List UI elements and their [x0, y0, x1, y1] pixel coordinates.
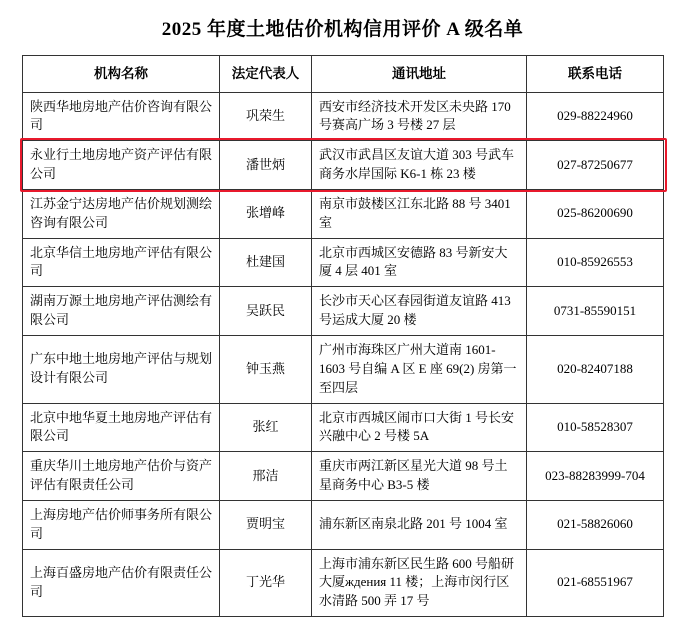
credit-rating-table — [22, 55, 664, 617]
cell-address: 南京市鼓楼区江东北路 88 号 3401 室 — [312, 189, 527, 238]
cell-institution-name: 江苏金宁达房地产估价规划测绘咨询有限公司 — [23, 189, 220, 238]
document-page — [0, 14, 685, 609]
cell-legal-representative: 丁光华 — [220, 549, 312, 617]
cell-address: 西安市经济技术开发区未央路 170 号赛高广场 3 号楼 27 层 — [312, 92, 527, 141]
table-header-row — [23, 56, 664, 93]
cell-legal-representative: 吴跃民 — [220, 287, 312, 336]
cell-legal-representative: 张红 — [220, 403, 312, 452]
table-row — [23, 500, 664, 549]
cell-phone: 021-68551967 — [527, 549, 664, 617]
cell-institution-name: 北京华信土地房地产评估有限公司 — [23, 238, 220, 287]
cell-legal-representative: 邢洁 — [220, 452, 312, 501]
table-row — [23, 189, 664, 238]
cell-address: 浦东新区南泉北路 201 号 1004 室 — [312, 500, 527, 549]
cell-address: 北京市西城区安德路 83 号新安大厦 4 层 401 室 — [312, 238, 527, 287]
table-row — [23, 287, 664, 336]
cell-address: 上海市浦东新区民生路 600 号船研大厦ждения 11 楼；上海市闵行区水清路 500 弄 17 号 — [312, 549, 527, 617]
cell-phone: 0731-85590151 — [527, 287, 664, 336]
cell-address: 武汉市武昌区友谊大道 303 号武车商务水岸国际 K6-1 栋 23 楼 — [312, 141, 527, 190]
cell-phone: 029-88224960 — [527, 92, 664, 141]
cell-phone: 010-58528307 — [527, 403, 664, 452]
cell-legal-representative: 巩荣生 — [220, 92, 312, 141]
column-header-name: 机构名称 — [23, 56, 220, 93]
cell-legal-representative: 杜建国 — [220, 238, 312, 287]
table-row — [23, 141, 664, 190]
table-row — [23, 92, 664, 141]
cell-legal-representative: 潘世炳 — [220, 141, 312, 190]
table-row — [23, 403, 664, 452]
cell-phone: 023-88283999-704 — [527, 452, 664, 501]
cell-legal-representative: 张增峰 — [220, 189, 312, 238]
table-row — [23, 549, 664, 617]
page-title: 2025 年度土地估价机构信用评价 A 级名单 — [161, 19, 524, 40]
cell-phone: 025-86200690 — [527, 189, 664, 238]
cell-institution-name: 永业行土地房地产资产评估有限公司 — [23, 141, 220, 190]
cell-legal-representative: 钟玉燕 — [220, 336, 312, 404]
table-body — [23, 92, 664, 617]
column-header-phone: 联系电话 — [527, 56, 664, 93]
cell-institution-name: 广东中地土地房地产评估与规划设计有限公司 — [23, 336, 220, 404]
cell-address: 长沙市天心区春园街道友谊路 413 号运成大厦 20 楼 — [312, 287, 527, 336]
cell-address: 北京市西城区闹市口大街 1 号长安兴融中心 2 号楼 5A — [312, 403, 527, 452]
table-row — [23, 336, 664, 404]
cell-phone: 027-87250677 — [527, 141, 664, 190]
cell-institution-name: 上海百盛房地产估价有限责任公司 — [23, 549, 220, 617]
table-header — [23, 56, 664, 93]
cell-institution-name: 上海房地产估价师事务所有限公司 — [23, 500, 220, 549]
table-row — [23, 452, 664, 501]
table-row — [23, 238, 664, 287]
column-header-representative: 法定代表人 — [220, 56, 312, 93]
cell-institution-name: 陕西华地房地产估价咨询有限公司 — [23, 92, 220, 141]
cell-phone: 021-58826060 — [527, 500, 664, 549]
cell-phone: 010-85926553 — [527, 238, 664, 287]
cell-phone: 020-82407188 — [527, 336, 664, 404]
cell-institution-name: 湖南万源土地房地产评估测绘有限公司 — [23, 287, 220, 336]
cell-institution-name: 重庆华川土地房地产估价与资产评估有限责任公司 — [23, 452, 220, 501]
cell-legal-representative: 贾明宝 — [220, 500, 312, 549]
cell-institution-name: 北京中地华夏土地房地产评估有限公司 — [23, 403, 220, 452]
cell-address: 广州市海珠区广州大道南 1601-1603 号自编 A 区 E 座 69(2) 房第一至四层 — [312, 336, 527, 404]
cell-address: 重庆市两江新区星光大道 98 号土星商务中心 B3-5 楼 — [312, 452, 527, 501]
column-header-address: 通讯地址 — [312, 56, 527, 93]
